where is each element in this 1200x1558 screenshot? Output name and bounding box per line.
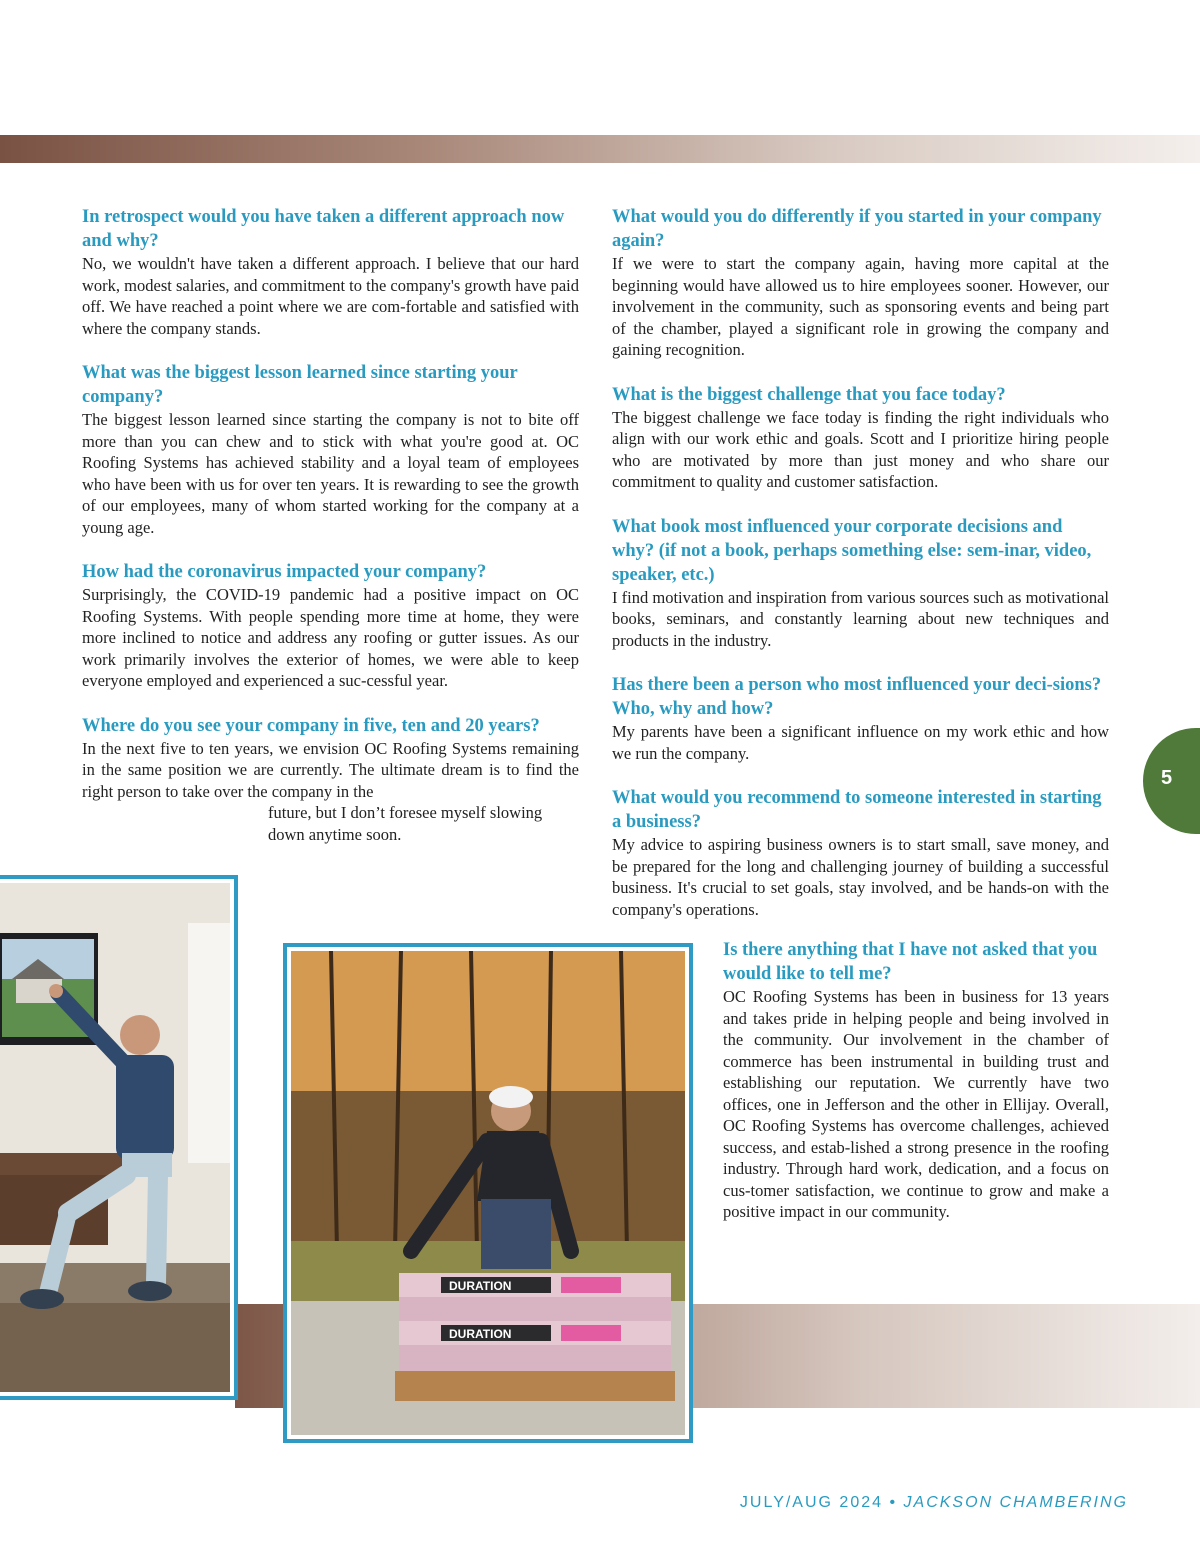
question-heading: Has there been a person who most influenced your deci-sions? Who, why and how? (612, 675, 1102, 719)
footer-credit (740, 1494, 1128, 1512)
column-left (82, 205, 579, 867)
footer-issue: JULY/AUG 2024 (739, 1494, 884, 1511)
question-heading: In retrospect would you have taken a different approach now and why? (82, 207, 565, 251)
photo-shingle-bundles (283, 943, 693, 1443)
footer-separator: • (889, 1494, 898, 1511)
question-heading: How had the coronavirus impacted your company? (82, 562, 487, 582)
answer-text: The biggest lesson learned since starting the company is not to bite off more than you can chew and to stick with what you're good at. OC Roofing Systems has achieved stability and a loyal team of employees who have been with us for over ten years. It is rewarding to see the growth of our employees, many of whom started working for the company at a young age. (82, 410, 579, 537)
answer-text: My parents have been a significant influence on my work ethic and how we run the company. (612, 722, 1109, 763)
question-heading: What is the biggest challenge that you face today? (612, 384, 1006, 405)
question-heading: What would you recommend to someone interested in starting a business? (612, 788, 1102, 832)
footer-publication: JACKSON CHAMBERING (903, 1494, 1128, 1511)
shingle-illustration (291, 951, 685, 1435)
answer-text: The biggest challenge we face today is finding the right individuals who align with our work ethic and goals. Scott and I prioritize hiring people who are motivated by more than just money and who share our commitment to quality and customer satisfaction. (612, 407, 1109, 491)
photo-office-image (0, 883, 230, 1392)
question-heading: What was the biggest lesson learned since starting your company? (82, 363, 518, 407)
answer-text: OC Roofing Systems has been in business for 13 years and takes pride in helping people and being involved in the community. Our involvement in the chamber of commerce has been instrumental in building trust and establishing our reputation. We currently have two offices, one in Jefferson and the other in Ellijay. Overall, OC Roofing Systems has overcome challenges, achieved success, and estab-lished a strong presence in the roofing industry. Through hard work, dedication, and a focus on cus-tomer satisfaction, we continue to grow and make a positive impact in our community. (723, 987, 1109, 1221)
question-heading: What book most influenced your corporate decisions and why? (if not a book, perhaps something else: sem-inar, video, speaker, etc.) (612, 516, 1092, 585)
question-heading: What would you do differently if you started in your company again? (612, 207, 1102, 251)
bundle-label: DURATION (449, 1327, 512, 1341)
answer-text: In the next five to ten years, we envision OC Roofing Systems remaining in the same position we are currently. The ultimate dream is to find the right person to take over the company in the (82, 738, 579, 801)
column-narrow (723, 938, 1109, 1245)
question-heading: Is there anything that I have not asked that you would like to tell me? (723, 940, 1098, 984)
answer-text: I find motivation and inspiration from various sources such as motivational books, seminars, and constantly learning about new techniques and products in the industry. (612, 587, 1109, 650)
photo-office-presentation (0, 875, 238, 1400)
question-heading: Where do you see your company in five, ten and 20 years? (82, 715, 540, 736)
answer-text: If we were to start the company again, having more capital at the beginning would have allowed us to hire employees sooner. However, our involvement in the community, such as sponsoring events and being part of the chamber, played a significant role in growing the company and gaining recognition. (612, 254, 1109, 359)
column-right (612, 205, 1109, 942)
office-illustration (0, 883, 230, 1392)
header-color-band (0, 135, 1200, 163)
answer-text: My advice to aspiring business owners is to start small, save money, and be prepared for the long and challenging journey of building a successful business. It's crucial to set goals, stay involved, and be hands-on with the company's operations. (612, 835, 1109, 919)
photo-shingle-image (291, 951, 685, 1435)
answer-text: Surprisingly, the COVID-19 pandemic had a positive impact on OC Roofing Systems. With people spending more time at home, they were more inclined to notice and address any roofing or gutter issues. As our work primarily involves the exterior of homes, we were able to keep everyone employed and experienced a suc-cessful year. (82, 585, 579, 690)
answer-text-continued: future, but I don’t foresee myself slowing down anytime soon. (268, 803, 543, 844)
bundle-label: DURATION (449, 1279, 512, 1293)
answer-text: No, we wouldn't have taken a different approach. I believe that our hard work, modest salaries, and commitment to the company's growth have paid off. We have reached a point where we are com-fortable and satisfied with where the company stands. (82, 254, 579, 338)
page-number: 5 (1161, 767, 1173, 789)
